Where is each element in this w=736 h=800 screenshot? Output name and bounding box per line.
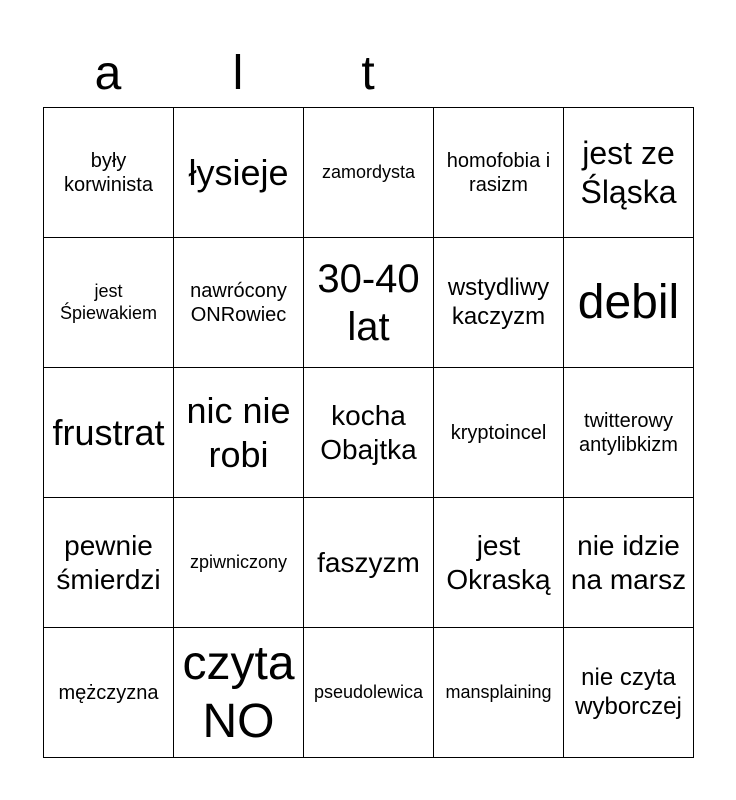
cell-label: 30-40 lat (317, 256, 420, 349)
bingo-cell[interactable] (174, 238, 304, 368)
bingo-board (43, 107, 694, 758)
cell-label: nic nie robi (186, 390, 291, 475)
board-row-1 (44, 108, 694, 238)
cell-label: wstydliwy kaczyzm (447, 273, 550, 330)
title-letter-a: a (94, 47, 122, 100)
bingo-cell[interactable] (304, 238, 434, 368)
cell-label: pseudolewica (313, 681, 424, 702)
bingo-cell[interactable] (304, 368, 434, 498)
title-letter-t: t (361, 47, 375, 100)
cell-label: były korwinista (64, 149, 153, 196)
bingo-cell[interactable] (564, 238, 694, 368)
cell-label: faszyzm (317, 546, 420, 578)
board-row-5 (44, 628, 694, 758)
bingo-cell[interactable] (564, 498, 694, 628)
cell-label: nie czyta wyborczej (575, 663, 682, 720)
bingo-cell[interactable] (44, 628, 174, 758)
bingo-cell[interactable] (434, 368, 564, 498)
cell-label: zamordysta (321, 161, 416, 182)
bingo-cell[interactable] (174, 108, 304, 238)
cell-label: kocha Obajtka (320, 399, 417, 465)
cell-label: łysieje (188, 151, 289, 193)
bingo-cell[interactable] (564, 628, 694, 758)
bingo-cell[interactable] (44, 368, 174, 498)
bingo-cell[interactable] (304, 498, 434, 628)
bingo-cell[interactable] (304, 108, 434, 238)
board-row-2 (44, 238, 694, 368)
bingo-cell[interactable] (44, 498, 174, 628)
bingo-cell[interactable] (434, 108, 564, 238)
cell-label: twitterowy antylibkizm (579, 409, 678, 456)
cell-label: jest Śpiewakiem (59, 280, 158, 323)
bingo-cell[interactable] (44, 108, 174, 238)
bingo-cell[interactable] (174, 498, 304, 628)
cell-label: zpiwniczony (189, 551, 288, 572)
cell-label: jest ze Śląska (580, 135, 677, 210)
bingo-cell[interactable] (564, 108, 694, 238)
bingo-cell[interactable] (564, 368, 694, 498)
title-letter-l: l (232, 47, 244, 100)
cell-label: czyta NO (182, 636, 295, 748)
cell-label: mężczyzna (58, 681, 159, 704)
cell-label: debil (577, 275, 680, 329)
cell-label: nie idzie na marsz (570, 529, 687, 595)
bingo-cell[interactable] (434, 238, 564, 368)
board-row-3 (44, 368, 694, 498)
cell-label: mansplaining (445, 681, 552, 702)
cell-label: frustrat (52, 411, 165, 453)
bingo-cell[interactable] (44, 238, 174, 368)
cell-label: nawrócony ONRowiec (190, 279, 287, 326)
bingo-cell[interactable] (434, 498, 564, 628)
cell-label: jest Okraską (446, 529, 551, 595)
board-row-4 (44, 498, 694, 628)
cell-label: pewnie śmierdzi (56, 529, 161, 595)
bingo-cell[interactable] (434, 628, 564, 758)
cell-label: homofobia i rasizm (446, 149, 551, 196)
bingo-title (43, 42, 693, 106)
bingo-cell[interactable] (304, 628, 434, 758)
bingo-cell[interactable] (174, 368, 304, 498)
bingo-cell[interactable] (174, 628, 304, 758)
cell-label: kryptoincel (450, 421, 547, 444)
